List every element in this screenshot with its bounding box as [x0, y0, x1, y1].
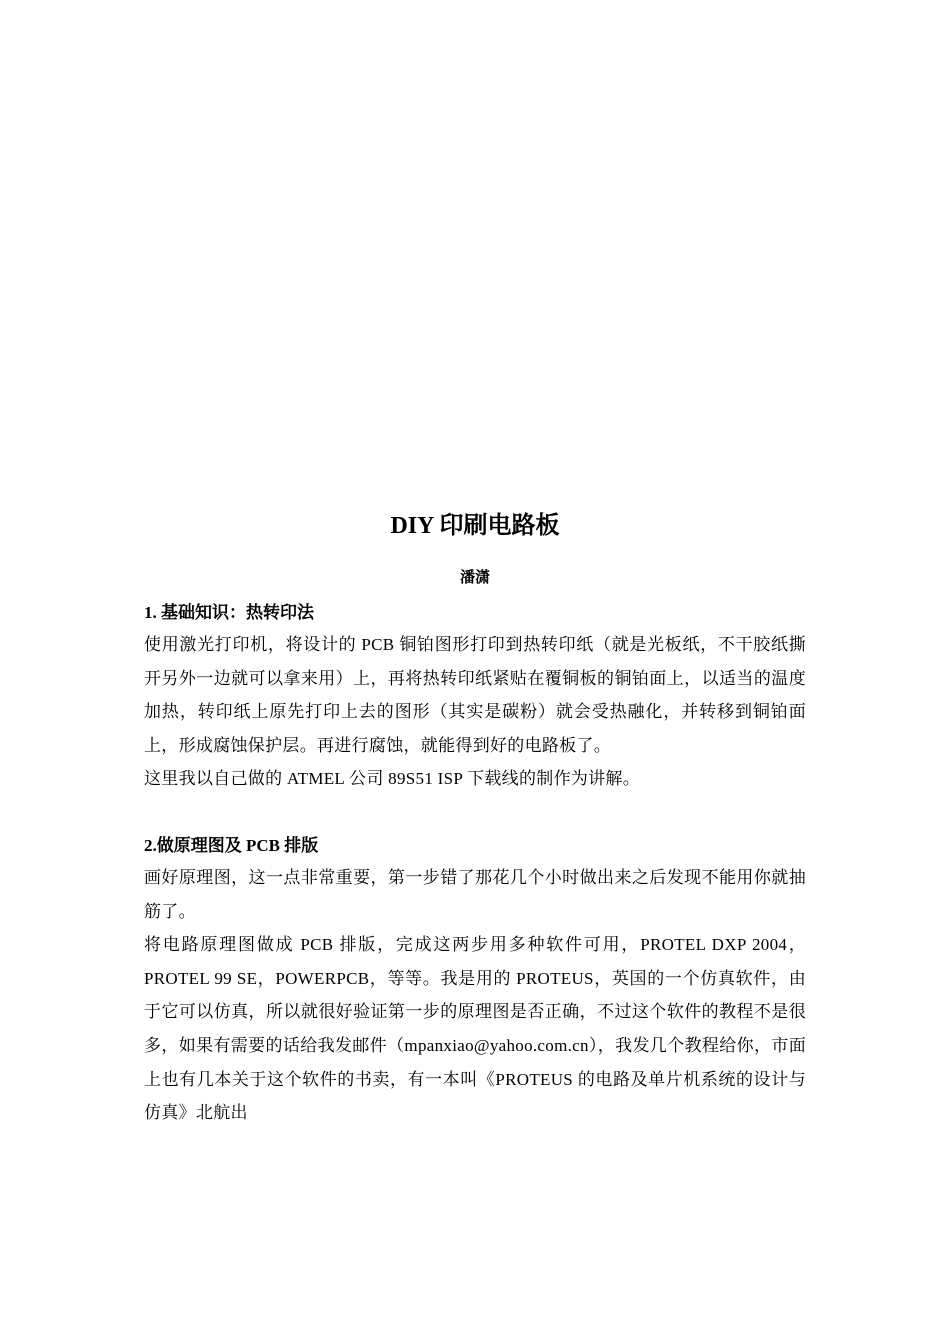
paragraph: 画好原理图，这一点非常重要，第一步错了那花几个小时做出来之后发现不能用你就抽筋了。: [144, 867, 806, 921]
blank-line: [144, 796, 806, 829]
paragraph: 使用激光打印机，将设计的 PCB 铜铂图形打印到热转印纸（就是光板纸，不干胶纸撕开另外一边就可以拿来用）上，再将热转印纸紧贴在覆铜板的铜铂面上，以适当的温度加热，转印纸上原先打印上去的图形（其实是碳粉）就会受热融化，并转移到铜铂面上，形成腐蚀保护层。再进行腐蚀，就能得到好的电路板了。: [144, 635, 806, 755]
section-basics: [144, 598, 806, 796]
document-body: [144, 598, 806, 1130]
paragraph: 这里我以自己做的 ATMEL 公司 89S51 ISP 下载线的制作为讲解。: [144, 769, 641, 789]
paragraph: 将电路原理图做成 PCB 排版，完成这两步用多种软件可用，PROTEL DXP 2004，PROTEL 99 SE，POWERPCB，等等。我是用的 PROTEUS，英国的一个仿真软件，由于它可以仿真，所以就很好验证第一步的原理图是否正确，不过这个软件的教程不是很多，如果有需要的话给我发邮件（mpanxiao@yahoo.com.cn），我发几个教程给你，市面上也有几本关于这个软件的书卖，有一本叫《PROTEUS 的电路及单片机系统的设计与仿真》北航出: [144, 935, 806, 1123]
section-heading: 1. 基础知识：热转印法: [144, 603, 314, 622]
section-heading: 2.做原理图及 PCB 排版: [144, 835, 319, 855]
author-name: 潘潇: [459, 570, 490, 586]
document-title: DIY 印刷电路板: [390, 513, 560, 539]
section-schematic-pcb: [144, 831, 806, 1130]
